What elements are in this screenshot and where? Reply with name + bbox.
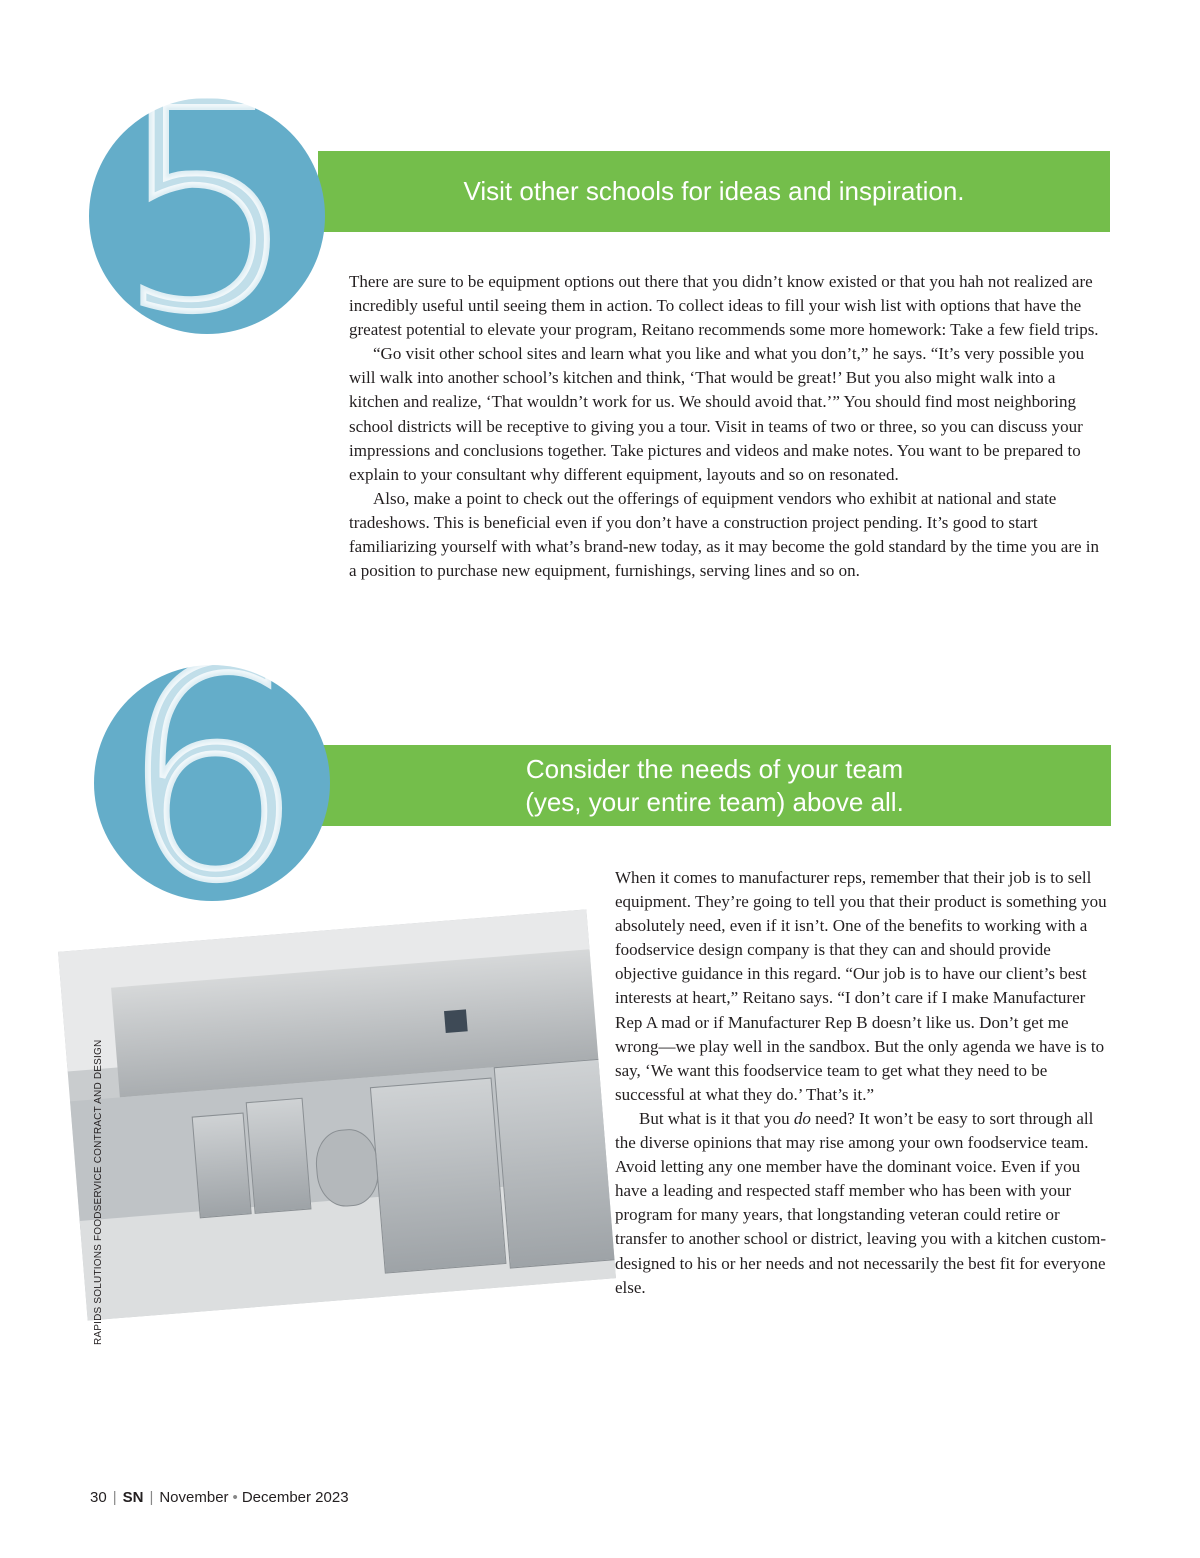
section-6-paragraph: When it comes to manufacturer reps, remember that their job is to sell equipment. They’re going to tell you that their product is something you absolutely need, even if it isn’t. One of the benefits to working with a foodservice design company is that they can and should provide objective guidance in this regard. “Our job is to have our client’s best interests at heart,” Reitano says. “I don’t care if I make Manufacturer Rep A mad or if Manufacturer Rep B doesn’t like us. Don’t get me wrong—we play well in the sandbox. But the only agenda we have is to say, ‘We want this foodservice team to get what they need to be successful at what they do.’ That’s it.” (615, 868, 1107, 1104)
emphasis: do (793, 1108, 811, 1128)
section-6-banner (318, 745, 1111, 826)
section-5-paragraph: “Go visit other school sites and learn what you like and what you don’t,” he says. “It’s very possible you will walk into another school’s kitchen and think, ‘That would be great!’ But you also might walk into a kitchen and realize, ‘That wouldn’t work for us. We should avoid that.’” You should find most neighboring school districts will be receptive to giving you a tour. Visit in teams of two or three, so you can discuss your impressions and conclusions together. Take pictures and videos and make notes. You want to be prepared to explain to your consultant why different equipment, layouts and so on resonated. (349, 344, 1085, 484)
photo-oven (192, 1112, 252, 1218)
section-6-heading-line-1: Consider the needs of your team (525, 753, 904, 784)
section-6-number-circle (94, 608, 330, 945)
page-footer (90, 1489, 349, 1506)
section-5-paragraph: There are sure to be equipment options out there that you didn’t know existed or that you hah not realized are incredibly useful until seeing them in action. To collect ideas to fill your wish list with options that have the greatest potential to elevate your program, Reitano recommends some more homework: Take a few field trips. (349, 272, 1099, 340)
section-6-number: 6 (119, 608, 305, 945)
section-5-banner (318, 151, 1110, 232)
section-5-number-circle (89, 39, 325, 376)
issue-month-1: November (159, 1489, 229, 1506)
photo-credit: RAPIDS SOLUTIONS FOODSERVICE CONTRACT AND DESIGN (93, 1039, 104, 1345)
section-5-number: 5 (114, 39, 300, 376)
footer-separator: | (112, 1489, 117, 1506)
photo-oven (246, 1098, 312, 1214)
photo-cabinet (494, 1059, 616, 1269)
section-5-paragraph: Also, make a point to check out the offerings of equipment vendors who exhibit at national and state tradeshows. This is beneficial even if you don’t have a construction project pending. It’s good to start familiarizing yourself with what’s brand-new today, as it may become the gold standard by the time you are in a position to purchase new equipment, furnishings, serving lines and so on. (349, 488, 1099, 581)
page-number: 30 (90, 1489, 107, 1506)
section-6-paragraph: But what is it that you do need? It won’t be easy to sort through all the diverse opinions that may rise among your own foodservice team. Avoid letting any one member have the dominant voice. Even if you have a leading and respected staff member who has been with your program for many years, that longstanding veteran could retire or transfer to another school or district, leaving you with a kitchen custom-designed to his or her needs and not necessarily the best fit for everyone else. (615, 1108, 1106, 1297)
photo-oven (370, 1077, 507, 1273)
footer-bullet: • (232, 1489, 238, 1506)
kitchen-photo (58, 909, 616, 1320)
magazine-name: SN (122, 1489, 144, 1506)
issue-month-2: December 2023 (241, 1489, 349, 1506)
section-5-body (349, 270, 1109, 583)
footer-separator: | (149, 1489, 154, 1506)
section-6-body (615, 866, 1111, 1300)
section-5-heading: Visit other schools for ideas and inspiration. (463, 176, 965, 206)
photo-control-panel (444, 1009, 468, 1033)
section-6-heading-line-2: (yes, your entire team) above all. (525, 786, 904, 817)
